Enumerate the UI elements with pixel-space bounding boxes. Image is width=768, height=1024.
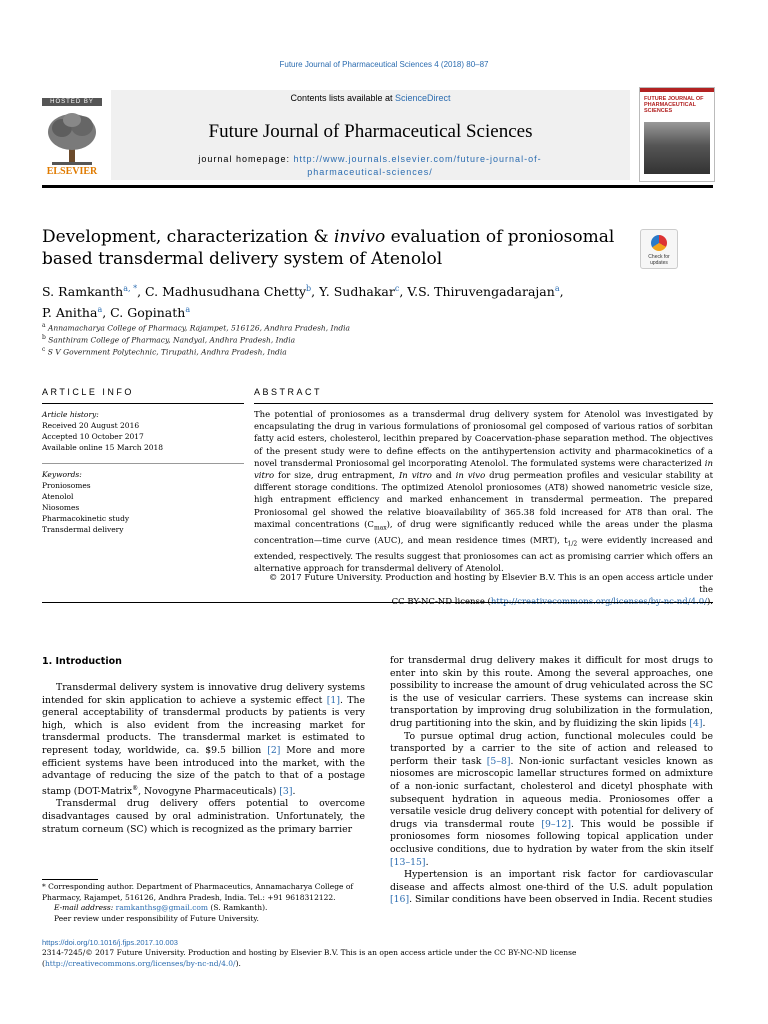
body-column-left <box>42 682 365 836</box>
footnote-text: * Corresponding author. Department of Pharmaceutics, Annamacharya College of Pharmacy, Rajampet, 516126, Andhra Pradesh, India. Tel.: +91 9618312122. <box>42 882 354 902</box>
keyword: Transdermal delivery <box>42 525 124 534</box>
abstract-copyright: © 2017 Future University. Production and hosting by Elsevier B.V. This is an open access article under the <box>254 572 713 609</box>
citation-link[interactable]: [9–12] <box>541 818 571 830</box>
history-online: Available online 15 March 2018 <box>42 443 164 452</box>
keyword: Atenolol <box>42 492 74 501</box>
paragraph: Transdermal delivery system is innovative drug delivery systems intended for skin application to achieve a systemic effect [1]. The general acceptability of transdermal products by patients is very high, which is also evident from the increasing market for transdermal products. The transdermal market is estimated to represent today, worldwide, ca. $9.5 billion [2] More and more efficient systems have been introduced into the market, with the advantage of reducing the size of the patch to that of a postage stamp (DOT-Matrix®, Novogyne Pharmaceuticals) [3]. <box>42 682 365 797</box>
paragraph: for transdermal drug delivery makes it difficult for most drugs to enter into skin by this route. Among the several approaches, one possibility to increase the amount of drug vehiculated across the SC is the use of vesicular carriers. These systems can increase skin transportation by improving drug solubilization in the formulation, drug partitioning into the skin, and by fluidizing the skin lipids [4]. <box>390 655 713 729</box>
citation-link[interactable]: [4] <box>689 717 703 729</box>
article-history-label: Article history: <box>42 410 99 419</box>
keywords-label: Keywords: <box>42 470 82 479</box>
sciencedirect-link[interactable]: ScienceDirect <box>395 93 451 103</box>
citation-link[interactable]: [16] <box>390 894 410 906</box>
author: C. Madhusudhana Chetty <box>145 284 307 300</box>
author: S. Ramkanth <box>42 284 124 300</box>
paragraph: Transdermal drug delivery offers potential to overcome disadvantages caused by oral administration. Unfortunately, the stratum corneum (SC) which is recognized as the primary barrier <box>42 798 365 835</box>
keyword: Proniosomes <box>42 481 91 490</box>
author-affiliation-mark[interactable]: c <box>394 284 400 293</box>
citation-link[interactable]: [2] <box>267 744 281 756</box>
journal-cover-thumbnail[interactable] <box>639 87 715 182</box>
article-info-rule <box>42 403 244 404</box>
author: Y. Sudhakar <box>319 284 395 300</box>
body-column-right <box>390 655 713 907</box>
check-for-updates-label: Check for updates <box>648 254 670 266</box>
abstract-heading: ABSTRACT <box>254 387 323 397</box>
peer-review-note: Peer review under responsibility of Future University. <box>54 913 259 923</box>
author-affiliation-mark[interactable]: a, * <box>123 284 138 293</box>
header-divider <box>42 185 713 188</box>
affiliation: $^a$ Annamacharya College of Pharmacy, Rajampet, 516126, Andhra Pradesh, India <box>42 322 350 333</box>
affiliation: $^b$ Santhiram College of Pharmacy, Nandyal, Andhra Pradesh, India <box>42 334 296 345</box>
history-accepted: Accepted 10 October 2017 <box>42 432 144 441</box>
citation-link[interactable]: [13–15] <box>390 856 426 868</box>
author: V.S. Thiruvengadarajan <box>407 284 555 300</box>
cover-title: FUTURE JOURNAL OF PHARMACEUTICAL SCIENCES <box>644 96 704 114</box>
corresponding-author-footnote <box>42 882 372 924</box>
affiliation: $^c$ S V Government Polytechnic, Tirupathi, Andhra Pradesh, India <box>42 346 287 357</box>
article-info-heading: ARTICLE INFO <box>42 387 134 397</box>
paragraph: To pursue optimal drug action, functional molecules could be transported by a carrier to the site of action and released to perform their task [5–8]. Non-ionic surfactant vesicles known as niosomes are microscopic lamellar structures formed on admixture of a non-ionic surfactant, cholesterol and dicetyl phosphate with subsequent hydration in aqueous media. Proniosomes offer a versatile vesicle drug delivery concept with potential for delivery of drugs via transdermal route [9–12]. This would be possible if proniosomes form niosomes following topical application under occlusive conditions, due to hydration by water from the skin itself [13–15]. <box>390 730 714 868</box>
front-matter-divider <box>42 602 713 603</box>
author-affiliation-mark[interactable]: a <box>185 305 191 315</box>
author: P. Anitha <box>42 305 98 321</box>
author: C. Gopinath <box>110 305 186 321</box>
email-link[interactable]: ramkanthsg@gmail.com <box>115 903 209 912</box>
journal-title: Future Journal of Pharmaceutical Sciences <box>208 121 533 142</box>
citation-link[interactable]: [1] <box>326 694 340 706</box>
license-footer-link[interactable]: http://creativecommons.org/licenses/by-nc-nd/4.0/ <box>44 958 236 968</box>
keyword: Niosomes <box>42 503 80 512</box>
paragraph: Hypertension is an important risk factor for cardiovascular disease and affects almost one-third of the U.S. adult population [16]. Similar conditions have been observed in India. Recent studies <box>390 869 713 906</box>
history-received: Received 20 August 2016 <box>42 421 140 430</box>
author-affiliation-mark[interactable]: a <box>554 284 560 293</box>
author-list: S. Ramkanth$^{a, *}$, C. Madhusudhana Chetty$^b$, Y. Sudhakar$^c$, V.S. Thiruvengadarajan$^a$, P. Anitha$^a$, C. Gopinath$^a$ <box>42 284 564 321</box>
homepage-label: journal homepage: <box>198 154 294 164</box>
keyword: Pharmacokinetic study <box>42 514 130 523</box>
citation-link[interactable]: [3] <box>279 785 293 797</box>
journal-homepage <box>135 153 605 179</box>
footnote-email: E-mail address: ramkanthsg@gmail.com (S. Ramkanth). <box>54 903 268 912</box>
hosted-by-label: HOSTED BY <box>42 98 102 106</box>
crossmark-icon <box>651 235 667 251</box>
doi-link[interactable]: https://doi.org/10.1016/j.fjps.2017.10.003 <box>42 938 178 947</box>
license-footer: 2314-7245/© 2017 Future University. Production and hosting by Elsevier B.V. This is an open access article under the CC BY-NC-ND license (http://creativecommons.org/licenses/by-nc-nd/4.0/). <box>42 948 577 968</box>
article-title: Development, characterization & invivo evaluation of proniosomal based transdermal delivery system of Atenolol <box>42 227 615 269</box>
homepage-link-continued[interactable]: pharmaceutical-sciences/ <box>307 167 433 177</box>
author-affiliation-mark[interactable]: a <box>97 305 103 315</box>
contents-line <box>111 93 630 103</box>
abstract-text: The potential of proniosomes as a transdermal drug delivery system for Atenolol was investigated by encapsulating the drug in various formulations of proniosomal gel composed of various ratios of sorbitan fatty acid esters, cholesterol, lecithin prepared by Coacervation-phase separation method. The objectives of the present study were to define effects on the antihypertension activity and pharmacokinetics of a novel transdermal Proniosomal gel incorporating Atenolol. The formulated systems were characterized in vitro for size, drug entrapment, In vitro and in vivo drug permeation profiles and vesicular stability at different storage conditions. The optimized Atenolol proniosomes (AT8) showed nanometric vesicle size, high entrapment efficiency and marked enhancement in transdermal permeation. The prepared Proniosomal gel showed the relative bioavailability of 365.38 fold increased for AT8 than oral. The maximal concentrations $(C_{max})$, of drug were significantly reduced while the areas under the plasma concentration—time curve (AUC), and mean residence times (MRT), $t_{1/2}$ were evidently increased and extended, respectively. The results suggest that proniosomes can act as promising carrier which offers an alternative approach for transdermal delivery of Atenolol. <box>254 410 713 574</box>
author-affiliation-mark[interactable]: b <box>306 284 312 293</box>
abstract-rule <box>254 403 713 404</box>
cover-photo <box>644 122 710 174</box>
introduction-heading: 1. Introduction <box>42 656 122 667</box>
cover-accent-bar <box>640 88 714 92</box>
check-for-updates-badge[interactable] <box>640 229 678 269</box>
footnote-rule <box>42 879 98 880</box>
homepage-link[interactable]: http://www.journals.elsevier.com/future-journal-of- <box>293 154 542 164</box>
journal-reference[interactable]: Future Journal of Pharmaceutical Sciences 4 (2018) 80–87 <box>279 60 489 69</box>
citation-link[interactable]: [5–8] <box>486 755 511 767</box>
contents-prefix: Contents lists available at <box>290 93 396 103</box>
elsevier-wordmark: ELSEVIER <box>46 166 98 177</box>
keywords-rule <box>42 463 244 464</box>
